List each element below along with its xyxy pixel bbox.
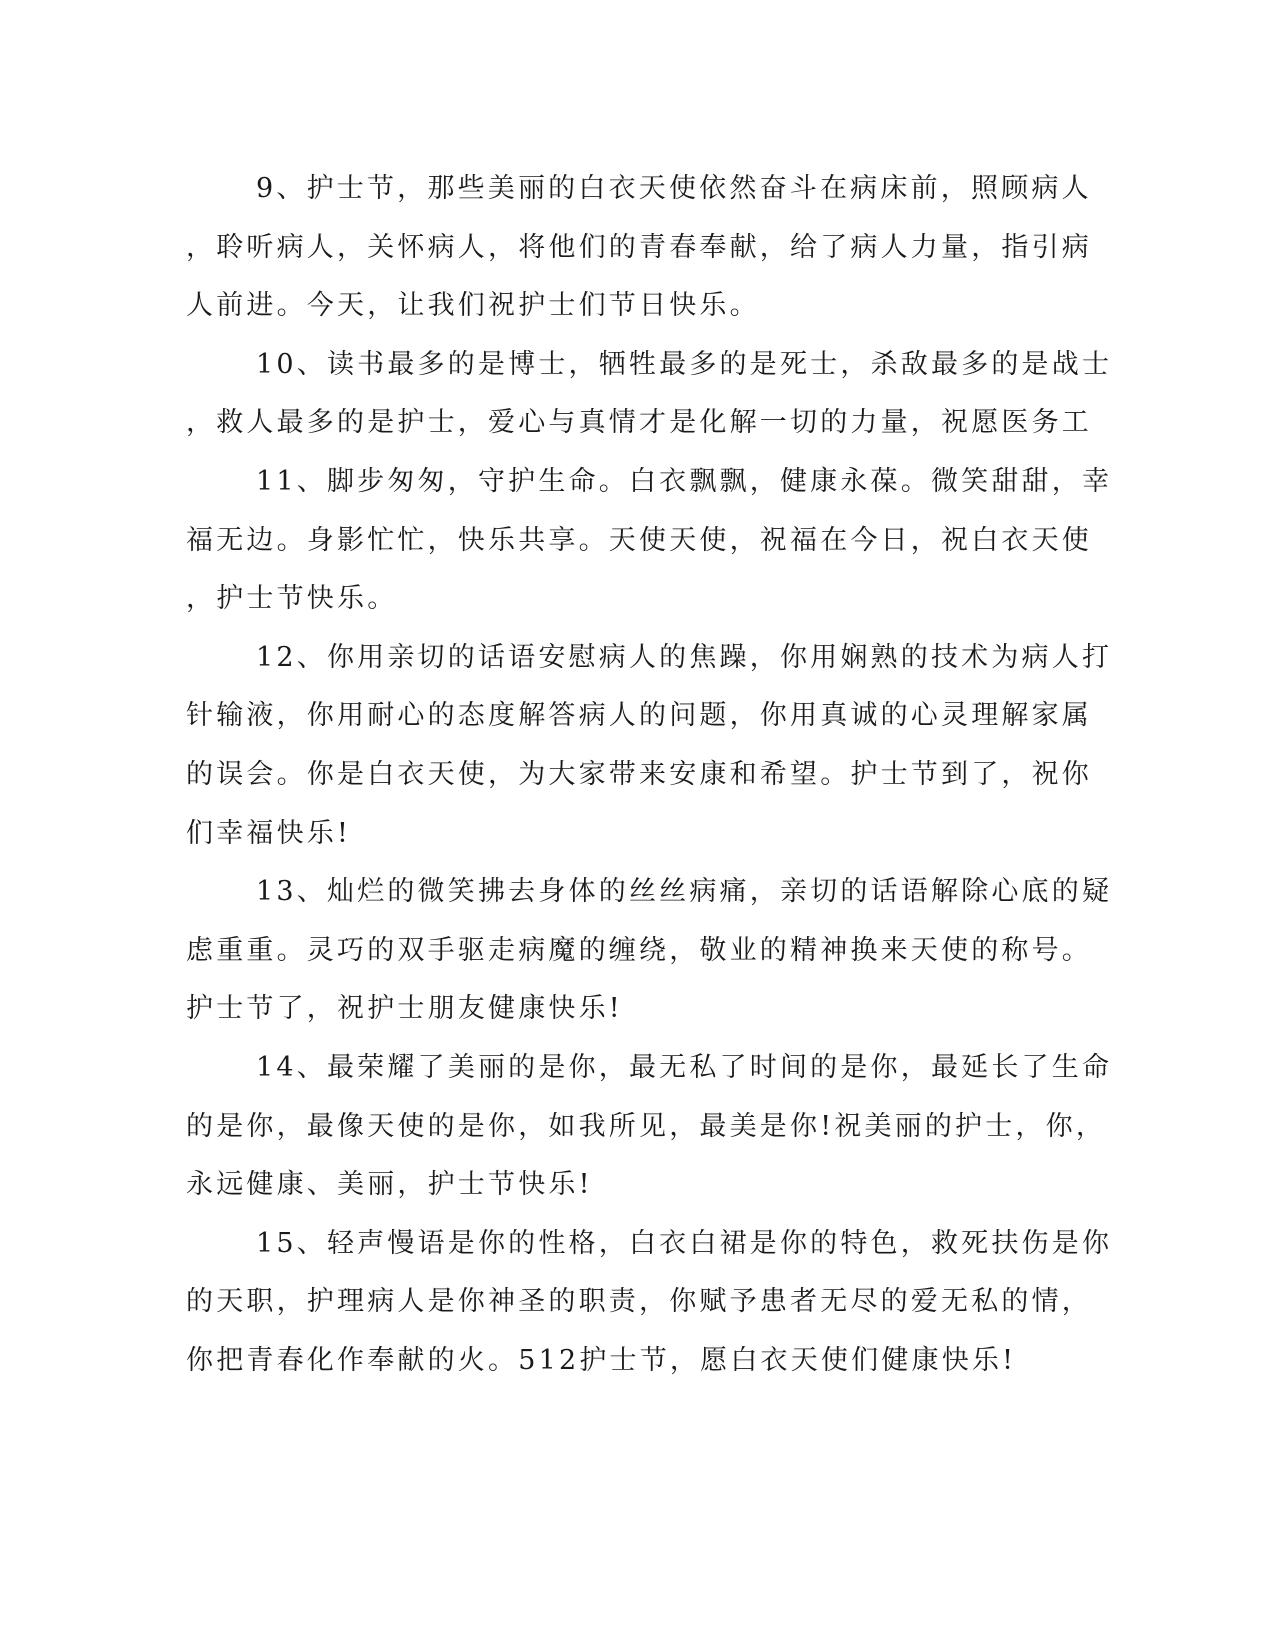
document-body xyxy=(186,160,1113,1390)
paragraph-15-line-3: 你把青春化作奉献的火。512护士节，愿白衣天使们健康快乐! xyxy=(186,1344,1017,1376)
paragraph-13-line-2: 虑重重。灵巧的双手驱走病魔的缠绕，敬业的精神换来天使的称号。 xyxy=(186,934,1092,966)
paragraph-14-line-3: 永远健康、美丽，护士节快乐! xyxy=(186,1169,593,1201)
paragraph-9-line-3: 人前进。今天，让我们祝护士们节日快乐。 xyxy=(186,290,760,322)
paragraph-9-line-2: ，聆听病人，关怀病人，将他们的青春奉献，给了病人力量，指引病 xyxy=(186,231,1092,263)
paragraph-12-line-4: 们幸福快乐! xyxy=(186,817,352,849)
paragraph-15-line-2: 的天职，护理病人是你神圣的职责，你赋予患者无尽的爱无私的情， xyxy=(186,1286,1092,1318)
paragraph-10-line-1: 10、读书最多的是博士，牺牲最多的是死士，杀敌最多的是战士 xyxy=(256,348,1113,380)
paragraph-13-line-3: 护士节了，祝护士朋友健康快乐! xyxy=(186,993,623,1025)
paragraph-9-line-1: 9、护士节，那些美丽的白衣天使依然奋斗在病床前，照顾病人 xyxy=(256,173,1092,204)
paragraph-11-line-1: 11、脚步匆匆，守护生命。白衣飘飘，健康永葆。微笑甜甜，幸 xyxy=(256,465,1113,497)
paragraph-12-line-2: 针输液，你用耐心的态度解答病人的问题，你用真诚的心灵理解家属 xyxy=(186,700,1092,732)
paragraph-15-line-1: 15、轻声慢语是你的性格，白衣白裙是你的特色，救死扶伤是你 xyxy=(256,1227,1113,1259)
paragraph-14-line-1: 14、最荣耀了美丽的是你，最无私了时间的是你，最延长了生命 xyxy=(256,1051,1113,1083)
paragraph-12-line-3: 的误会。你是白衣天使，为大家带来安康和希望。护士节到了，祝你 xyxy=(186,758,1092,790)
paragraph-13-line-1: 13、灿烂的微笑拂去身体的丝丝病痛，亲切的话语解除心底的疑 xyxy=(256,876,1113,908)
paragraph-10-line-2: ，救人最多的是护士，爱心与真情才是化解一切的力量，祝愿医务工 xyxy=(186,407,1092,439)
paragraph-12-line-1: 12、你用亲切的话语安慰病人的焦躁，你用娴熟的技术为病人打 xyxy=(256,641,1113,673)
paragraph-14-line-2: 的是你，最像天使的是你，如我所见，最美是你!祝美丽的护士，你， xyxy=(186,1110,1107,1142)
paragraph-11-line-3: ，护士节快乐。 xyxy=(186,583,398,615)
paragraph-11-line-2: 福无边。身影忙忙，快乐共享。天使天使，祝福在今日，祝白衣天使 xyxy=(186,524,1092,556)
